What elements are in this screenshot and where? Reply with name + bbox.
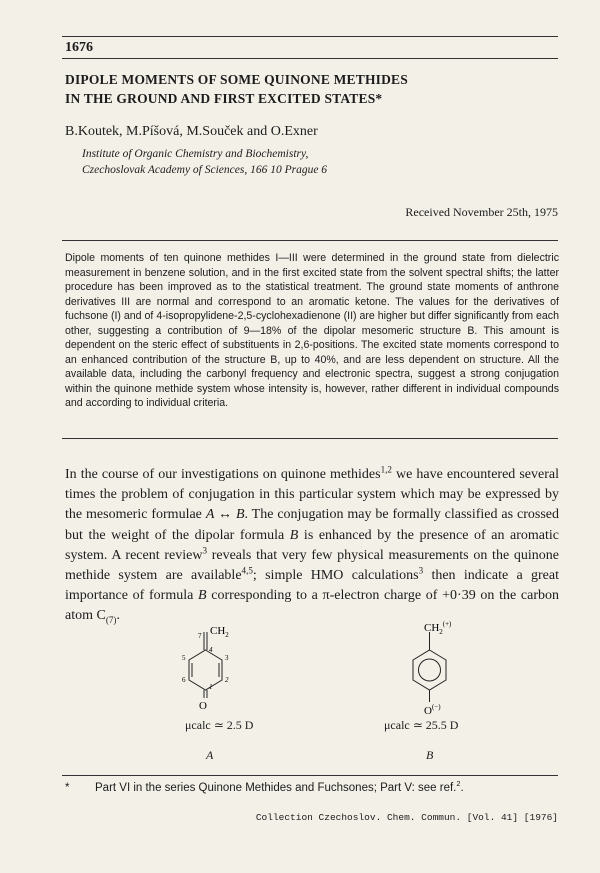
title-line-1: DIPOLE MOMENTS OF SOME QUINONE METHIDES: [65, 72, 408, 87]
atom-number: 5: [182, 654, 186, 662]
atom-number: 3: [225, 654, 229, 662]
affiliation: [82, 146, 327, 178]
citation: 1,2: [380, 464, 392, 475]
journal-citation: Collection Czechoslov. Chem. Commun. [Vol. 41] [1976]: [255, 812, 558, 823]
abstract-bottom-rule: [62, 438, 558, 439]
title-line-2: IN THE GROUND AND FIRST EXCITED STATES*: [65, 91, 383, 106]
affiliation-line-1: Institute of Organic Chemistry and Biochemistry,: [82, 148, 309, 160]
header-rule: [62, 58, 558, 59]
structure-b: [384, 618, 504, 718]
atom-number: 6: [182, 676, 186, 684]
citation: 3: [202, 545, 207, 556]
authors: B.Koutek, M.Píšová, M.Souček and O.Exner: [65, 124, 318, 139]
top-rule: [62, 36, 558, 37]
page-number: 1676: [65, 40, 93, 55]
structure-a-top-group: $CH_2$: [210, 625, 229, 639]
atom-number: 1: [209, 683, 213, 691]
abstract-top-rule: [62, 240, 558, 241]
citation: 3: [418, 565, 424, 576]
body-paragraph: In the course of our investigations on quinone methides$^{1,2}$ we have encountered several times the problem of conjugation in this particular system which may be expressed by the mesomeric formulae A ↔ B. The conjugation may be formally classified as crossed but the weight of the dipolar formula B is enhanced by the presence of an aromatic system. A recent review$^3$ reveals that very few physical measurements on the quinone methide system are available$^{4,5}$; simple HMO calculations$^3$ then indicate a great importance of formula B corresponding to a π-electron charge of +0·39 on the carbon atom $C_{(7)}$.: [65, 464, 559, 626]
structure-a-oxygen: O: [199, 700, 207, 712]
structure-b-oxygen: O(−): [424, 703, 441, 717]
abstract: Dipole moments of ten quinone methides I—III were determined in the ground state from dielectric measurement in benzene solution, and in the first excited state from the solvent spectral shifts; the latter procedure has been improved as to the statistical treatment. The ground state moments of anthrone derivatives III are normal and correspond to an aromatic ketone. The values for the derivatives of fuchsone (I) and of 4-isopropylidene-2,5-cyclohexadienone (II) are higher but differ significantly from each other, suggesting a contribution of 9—18% of the dipolar mesomeric structure B. This amount is dependent on the steric effect of substituents in 2,6-positions. The excited state moments correspond to an enhanced contribution of the structure B, up to 40%, and are less dependent on structure. All the available data, including the carbonyl frequency and electronic spectra, suggest a strong conjugation within the quinone methide system whose intensity is, however, rather different in individual compounds and according to individual criteria.: [65, 252, 559, 409]
structure-a-diagram: [160, 622, 270, 712]
footnote-rule: [62, 775, 558, 776]
citation: 4,5: [241, 565, 253, 576]
received-date: Received November 25th, 1975: [405, 205, 558, 219]
atom-number: 4: [209, 646, 213, 654]
paper-title: [65, 70, 545, 108]
structure-a: [160, 622, 270, 712]
structure-b-diagram: [384, 618, 504, 718]
atom-number: 2: [225, 676, 229, 684]
footnote: * Part VI in the series Quinone Methides and Fuchsones; Part V: see ref.$^2$.: [65, 779, 464, 794]
atom-number: 7: [198, 632, 202, 640]
structure-b-top-group: $CH_2^{(+)}$: [424, 620, 452, 636]
structure-a-label: A: [206, 748, 214, 762]
citation: 2: [456, 779, 461, 789]
structure-a-dipole: μcalc ≃ 2.5 D: [185, 718, 254, 732]
structure-b-dipole: μcalc ≃ 25.5 D: [384, 718, 459, 732]
affiliation-line-2: Czechoslovak Academy of Sciences, 166 10 Prague 6: [82, 164, 328, 176]
structure-b-label: B: [426, 748, 434, 762]
footnote-mark: *: [65, 782, 70, 794]
